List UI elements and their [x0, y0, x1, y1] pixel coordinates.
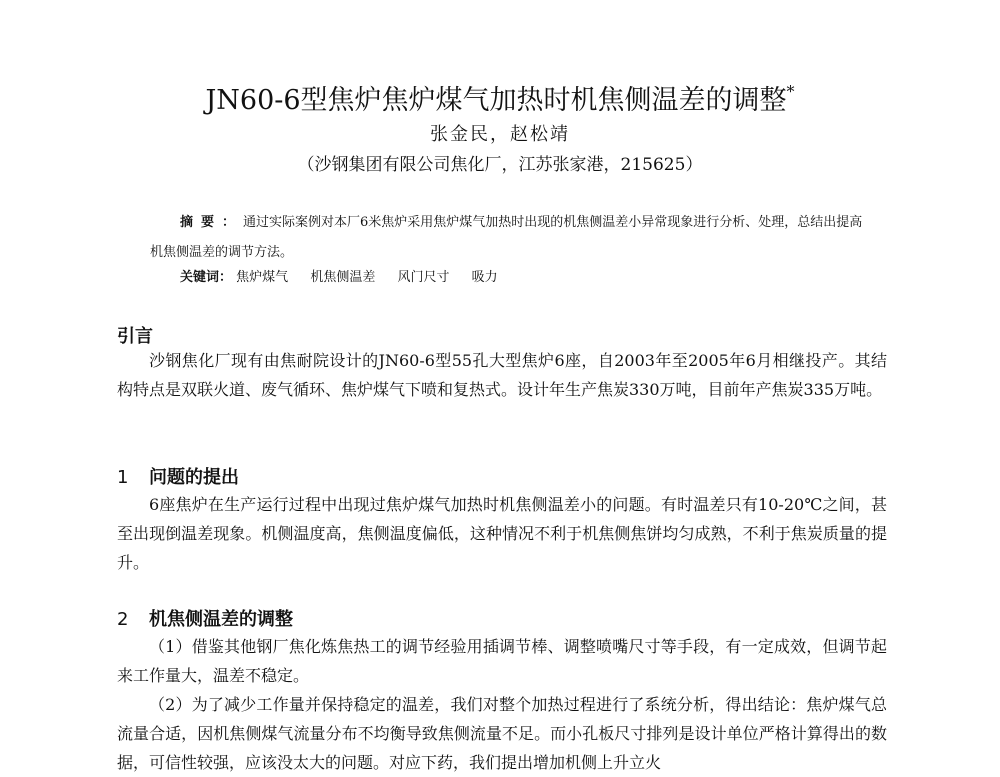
section-title: 问题的提出 [149, 467, 239, 488]
section-number: 2 [117, 609, 129, 630]
abstract [150, 208, 870, 268]
paragraph: 6座焦炉在生产运行过程中出现过焦炉煤气加热时机焦侧温差小的问题。有时温差只有10-20℃之间，甚至出现倒温差现象。机侧温度高，焦侧温度偏低，这种情况不利于机焦侧焦饼均匀成熟，不利于焦炭质量的提升。 [117, 495, 887, 572]
keyword: 风门尺寸 [397, 270, 450, 285]
paper-title-text: JN60-6型焦炉焦炉煤气加热时机焦侧温差的调整 [205, 85, 787, 116]
section-heading-problem [117, 465, 239, 491]
paragraph: （2）为了减少工作量并保持稳定的温差，我们对整个加热过程进行了系统分析，得出结论：焦炉煤气总流量合适，因机焦侧煤气流量分布不均衡导致焦侧流量不足。而小孔板尺寸排列是设计单位严格计算得出的数据，可信性较强，应该没太大的问题。对应下药，我们提出增加机侧上升立火 [117, 695, 887, 772]
paper-title [0, 74, 1000, 119]
paragraph: （1）借鉴其他钢厂焦化炼焦热工的调节经验用插调节棒、调整喷嘴尺寸等手段，有一定成效，但调节起来工作量大，温差不稳定。 [117, 637, 887, 685]
keyword: 焦炉煤气 [236, 270, 289, 285]
abstract-text: 通过实际案例对本厂6米焦炉采用焦炉煤气加热时出现的机焦侧温差小异常现象进行分析、处理，总结出提高机焦侧温差的调节方法。 [150, 215, 863, 260]
keyword: 机焦侧温差 [310, 270, 376, 285]
author-list: 张金民，赵松靖 [430, 124, 570, 145]
keywords [180, 266, 880, 290]
section-heading-adjustment [117, 607, 293, 633]
title-footnote-mark: * [786, 82, 795, 101]
section-title: 引言 [117, 326, 153, 347]
author-affiliation: （沙钢集团有限公司焦化厂，江苏张家港，215625） [297, 155, 703, 175]
keywords-label: 关键词： [180, 270, 233, 285]
section-number: 1 [117, 467, 129, 488]
section-title: 机焦侧温差的调整 [149, 609, 293, 630]
abstract-label: 摘要： [180, 215, 244, 230]
paragraph: 沙钢焦化厂现有由焦耐院设计的JN60-6型55孔大型焦炉6座，自2003年至2005年6月相继投产。其结构特点是双联火道、废气循环、焦炉煤气下喷和复热式。设计年生产焦炭330万吨，目前年产焦炭335万吨。 [117, 351, 887, 399]
keyword: 吸力 [471, 270, 498, 285]
